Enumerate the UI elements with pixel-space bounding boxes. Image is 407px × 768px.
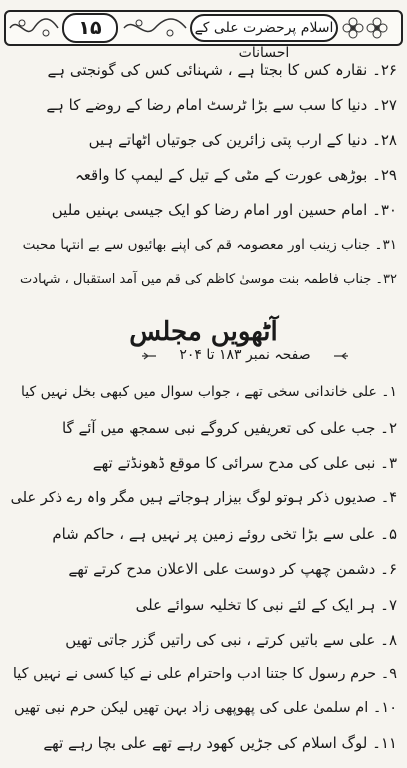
list-item: ۲۸۔ دنیا کے ارب پتی زائرین کی جوتیاں اٹھاتے ہیں <box>88 131 397 149</box>
list-item: ۵۔ علی سے بڑا تخی روئے زمین پر نہیں ہے ، حاکم شام <box>52 525 397 543</box>
list-item: ۲۶۔ نقارہ کس کا بجتا ہے ، شہنائی کس کی گونجتی ہے <box>47 61 397 79</box>
list-item: ۸۔ علی سے باتیں کرتے ، نبی کی راتیں گزر جاتی تھیں <box>65 631 397 649</box>
section-title: آٹھویں مجلس <box>129 317 278 347</box>
running-title: اسلام پرحضرت علی کے احسانات <box>190 14 338 42</box>
list-item: ۴۔ صدیوں ذکر ہوتو لوگ بیزار ہوجاتے ہیں مگر واہ رے ذکر علی <box>10 490 397 506</box>
list-item: ۱۱۔ لوگ اسلام کی جڑیں کھود رہے تھے علی بچا رہے تھے <box>43 734 397 752</box>
list-item: ۱۰۔ ام سلمیٰ علی کی پھوپھی زاد بہن تھیں لیکن حرم نبی تھیں <box>14 700 397 716</box>
divider-ornament-icon <box>142 352 156 360</box>
list-item: ۶۔ دشمن چھپ کر دوست علی الاعلان مدح کرتے تھے <box>68 560 397 578</box>
list-item: ۹۔ حرم رسول کا جتنا ادب واحترام علی نے کیا کسی نے نہیں کیا <box>12 666 397 682</box>
page-range: صفحہ نمبر ۱۸۳ تا ۲۰۴ <box>179 347 311 363</box>
list-item: ۳۱۔ جناب زینب اور معصومہ قم کی اپنے بھائیوں سے بے انتہا محبت <box>22 237 397 253</box>
list-item: ۳۲۔ جناب فاطمہ بنت موسیٰ کاظم کی قم میں آمد استقبال ، شہادت <box>20 272 397 287</box>
divider-ornament-icon <box>334 352 348 360</box>
list-item: ۷۔ ہر ایک کے لئے نبی کا تخلیہ سوائے علی <box>135 596 397 614</box>
list-item: ۳۰۔ امام حسین اور امام رضا کو ایک جیسی بہنیں ملیں <box>51 201 397 219</box>
list-item: ۲۹۔ بوڑھی عورت کے مٹی کے تیل کے لیمپ کا واقعہ <box>75 166 397 184</box>
list-item: ۲۷۔ دنیا کا سب سے بڑا ٹرسٹ امام رضا کے روضے کا ہے <box>46 96 397 114</box>
page-number: ۱۵ <box>62 13 118 43</box>
list-item: ۱۔ علی خاندانی سخی تھے ، جواب سوال میں کبھی بخل نہیں کیا <box>21 384 397 400</box>
list-item: ۳۔ نبی علی کی مدح سرائی کا موقع ڈھونڈتے تھے <box>92 454 397 472</box>
list-item: ۲۔ جب علی کی تعریفیں کروگے نبی سمجھ میں آئے گا <box>61 419 397 437</box>
